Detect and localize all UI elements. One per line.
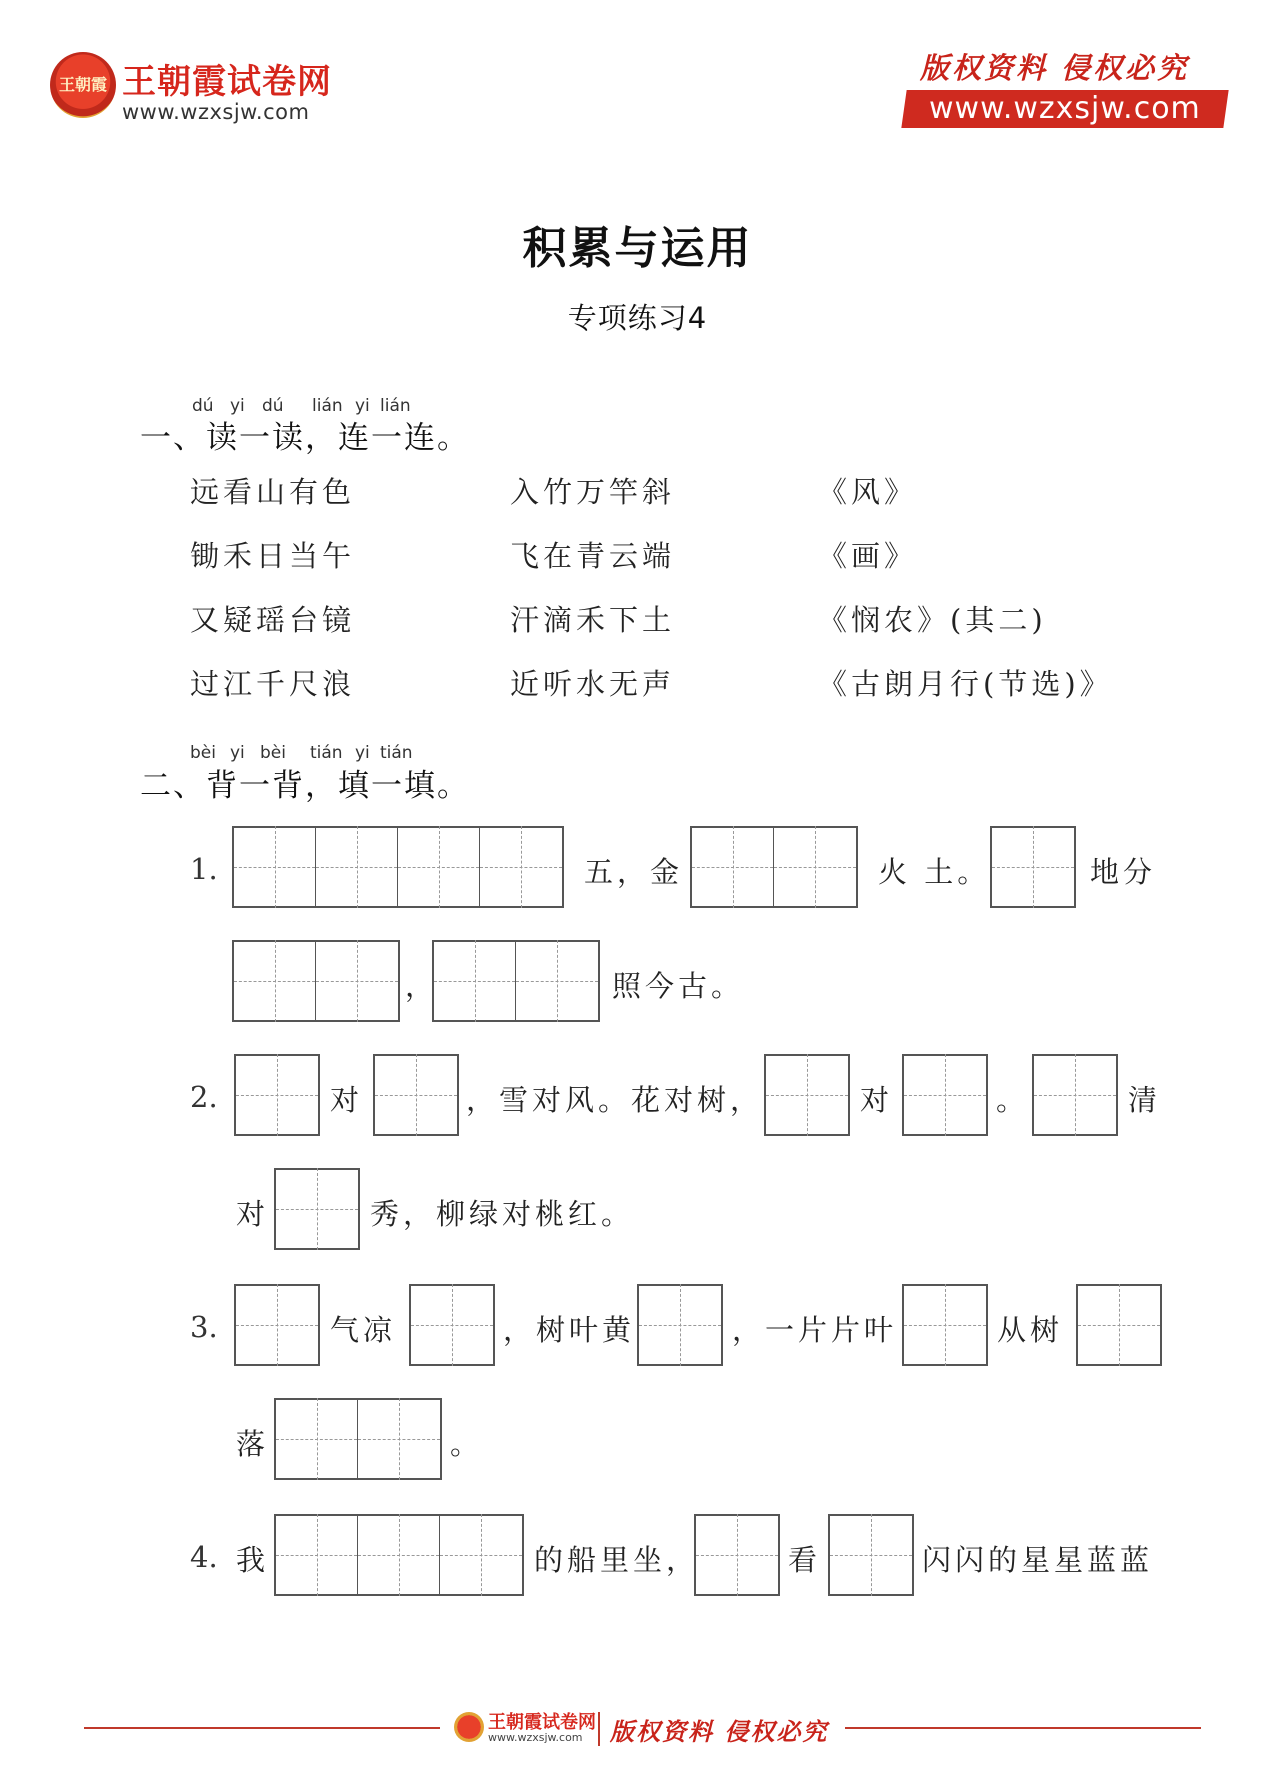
answer-boxes[interactable] xyxy=(232,940,400,1022)
question-text: 对 xyxy=(860,1083,894,1117)
footer-copyright: 版权资料 侵权必究 xyxy=(610,1717,829,1746)
slogan-url-banner[interactable] xyxy=(901,90,1228,128)
writing-cell[interactable] xyxy=(830,1514,912,1596)
logo-text: 王朝霞 xyxy=(58,75,107,94)
writing-cell[interactable] xyxy=(434,940,516,1022)
answer-boxes[interactable] xyxy=(409,1284,495,1366)
answer-boxes[interactable] xyxy=(690,826,858,908)
poem-line: 近听水无声 xyxy=(510,667,676,701)
answer-boxes[interactable] xyxy=(234,1054,320,1136)
writing-cell[interactable] xyxy=(276,1168,358,1250)
logo-emblem xyxy=(50,52,116,118)
poem-line: 又疑瑶台镜 xyxy=(190,603,356,637)
pinyin: tián xyxy=(380,743,413,763)
question-text: 地分 xyxy=(1090,855,1157,889)
answer-boxes[interactable] xyxy=(1032,1054,1118,1136)
writing-cell[interactable] xyxy=(398,826,480,908)
writing-cell[interactable] xyxy=(316,826,398,908)
poem-line: 汗滴禾下土 xyxy=(510,603,676,637)
question-text: 我 xyxy=(236,1543,270,1577)
question-text: ，一片片叶 xyxy=(732,1313,898,1347)
writing-cell[interactable] xyxy=(440,1514,522,1596)
poem-title: 《古朗月行(节选)》 xyxy=(818,667,1113,701)
writing-cell[interactable] xyxy=(1078,1284,1160,1366)
answer-boxes[interactable] xyxy=(990,826,1076,908)
answer-boxes[interactable] xyxy=(828,1514,914,1596)
question-text: 的船里坐， xyxy=(534,1543,700,1577)
question-text: 五，金 xyxy=(584,855,684,889)
writing-cell[interactable] xyxy=(480,826,562,908)
poem-line: 入竹万竿斜 xyxy=(510,475,676,509)
brand-name: 王朝霞试卷网 xyxy=(122,62,332,102)
answer-boxes[interactable] xyxy=(1076,1284,1162,1366)
writing-cell[interactable] xyxy=(692,826,774,908)
writing-cell[interactable] xyxy=(236,1054,318,1136)
question-text: 落 xyxy=(236,1427,270,1461)
pinyin: yi xyxy=(230,396,245,416)
writing-cell[interactable] xyxy=(234,826,316,908)
writing-cell[interactable] xyxy=(358,1514,440,1596)
brand-url[interactable]: www.wzxsjw.com xyxy=(122,100,310,124)
question-text: 闪闪的星星蓝蓝 xyxy=(922,1543,1154,1577)
question-text: 。 xyxy=(996,1083,1030,1117)
pinyin: dú xyxy=(262,396,284,416)
writing-cell[interactable] xyxy=(1034,1054,1116,1136)
writing-cell[interactable] xyxy=(375,1054,457,1136)
question-text: 对 xyxy=(236,1197,270,1231)
question-text: 清 xyxy=(1128,1083,1162,1117)
section2-heading: 二、背一背，填一填。 xyxy=(140,768,470,804)
answer-boxes[interactable] xyxy=(637,1284,723,1366)
question-number: 2. xyxy=(190,1080,218,1114)
page-title: 积累与运用 xyxy=(522,223,753,274)
answer-boxes[interactable] xyxy=(902,1284,988,1366)
question-text: ， xyxy=(405,969,439,1003)
question-text: 气凉 xyxy=(330,1313,397,1347)
poem-line: 飞在青云端 xyxy=(510,539,676,573)
question-number: 4. xyxy=(190,1540,218,1574)
poem-line: 锄禾日当午 xyxy=(190,539,356,573)
pinyin: lián xyxy=(312,396,343,416)
writing-cell[interactable] xyxy=(774,826,856,908)
writing-cell[interactable] xyxy=(639,1284,721,1366)
poem-title: 《悯农》(其二) xyxy=(818,603,1047,637)
writing-cell[interactable] xyxy=(516,940,598,1022)
question-text: 从树 xyxy=(997,1313,1064,1347)
pinyin: yi xyxy=(355,743,370,763)
question-text: 照今古。 xyxy=(612,969,745,1003)
page-subtitle: 专项练习4 xyxy=(567,301,708,335)
pinyin: bèi xyxy=(190,743,216,763)
poem-title: 《画》 xyxy=(818,539,918,573)
poem-line: 过江千尺浪 xyxy=(190,667,356,701)
writing-cell[interactable] xyxy=(411,1284,493,1366)
pinyin: yi xyxy=(230,743,245,763)
writing-cell[interactable] xyxy=(992,826,1074,908)
pinyin: yi xyxy=(355,396,370,416)
writing-cell[interactable] xyxy=(276,1398,358,1480)
poem-line: 远看山有色 xyxy=(190,475,356,509)
footer-divider xyxy=(845,1727,1201,1729)
pinyin: dú xyxy=(192,396,214,416)
question-text: ，树叶黄 xyxy=(503,1313,636,1347)
question-text: 火 土。 xyxy=(878,855,991,889)
question-number: 3. xyxy=(190,1310,218,1344)
question-text: 看 xyxy=(788,1543,822,1577)
answer-boxes[interactable] xyxy=(902,1054,988,1136)
footer-separator xyxy=(598,1712,600,1746)
answer-boxes[interactable] xyxy=(274,1168,360,1250)
answer-boxes[interactable] xyxy=(373,1054,459,1136)
question-number: 1. xyxy=(190,852,218,886)
question-text: 对 xyxy=(330,1083,364,1117)
footer-url[interactable]: www.wzxsjw.com xyxy=(488,1731,583,1744)
answer-boxes[interactable] xyxy=(274,1514,524,1596)
section1-heading: 一、读一读，连一连。 xyxy=(140,420,470,456)
answer-boxes[interactable] xyxy=(232,826,564,908)
writing-cell[interactable] xyxy=(904,1284,986,1366)
question-text: ，雪对风。花对树， xyxy=(466,1083,764,1117)
writing-cell[interactable] xyxy=(234,940,316,1022)
footer-divider xyxy=(84,1727,440,1729)
poem-title: 《风》 xyxy=(818,475,918,509)
writing-cell[interactable] xyxy=(766,1054,848,1136)
copyright-slogan: 版权资料 侵权必究 xyxy=(920,51,1190,85)
answer-boxes[interactable] xyxy=(274,1398,442,1480)
slogan-url: www.wzxsjw.com xyxy=(929,91,1201,126)
writing-cell[interactable] xyxy=(316,940,398,1022)
answer-boxes[interactable] xyxy=(432,940,600,1022)
pinyin: bèi xyxy=(260,743,286,763)
answer-boxes[interactable] xyxy=(694,1514,780,1596)
writing-cell[interactable] xyxy=(236,1284,318,1366)
writing-cell[interactable] xyxy=(696,1514,778,1596)
answer-boxes[interactable] xyxy=(764,1054,850,1136)
pinyin: lián xyxy=(380,396,411,416)
question-text: 秀，柳绿对桃红。 xyxy=(370,1197,635,1231)
question-text: 。 xyxy=(450,1427,484,1461)
writing-cell[interactable] xyxy=(358,1398,440,1480)
answer-boxes[interactable] xyxy=(234,1284,320,1366)
pinyin: tián xyxy=(310,743,343,763)
writing-cell[interactable] xyxy=(276,1514,358,1596)
footer-brand: 王朝霞试卷网 xyxy=(488,1712,596,1733)
writing-cell[interactable] xyxy=(904,1054,986,1136)
footer-logo-emblem xyxy=(454,1712,484,1742)
